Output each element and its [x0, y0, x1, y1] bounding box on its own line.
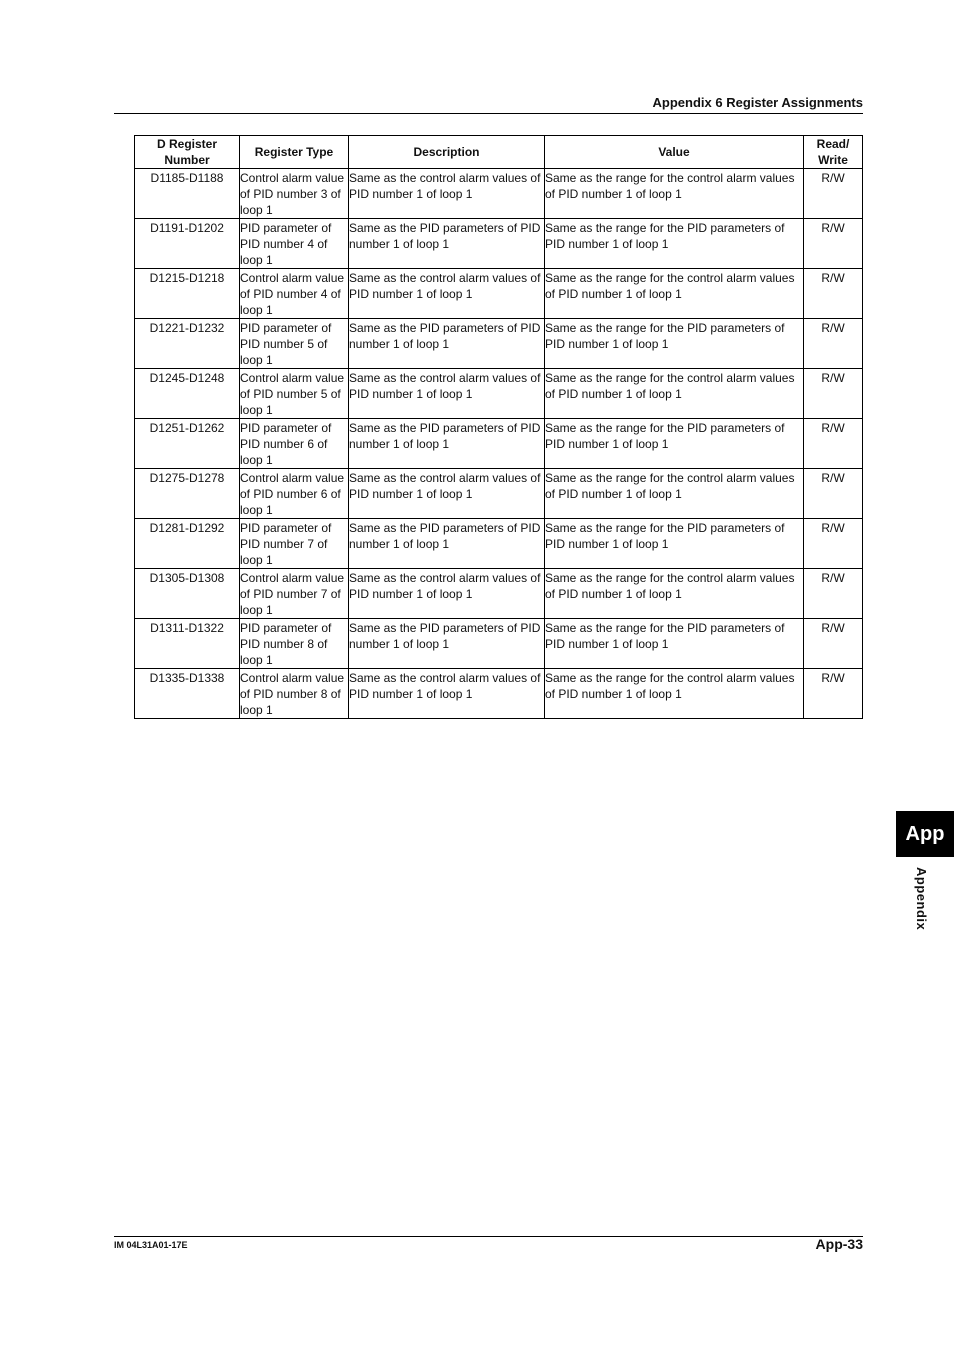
register-number-cell	[135, 469, 240, 519]
description-cell-text: Same as the PID parameters of PID number 1 of loop 1	[349, 321, 541, 351]
description-cell	[349, 469, 545, 519]
description-cell	[349, 219, 545, 269]
register-type-cell-text: Control alarm value of PID number 8 of loop 1	[240, 671, 345, 717]
register-type-cell	[240, 519, 349, 569]
register-type-cell	[240, 619, 349, 669]
description-cell-text: Same as the PID parameters of PID number 1 of loop 1	[349, 521, 541, 551]
header-description: Description	[349, 136, 545, 169]
read-write-cell	[804, 369, 863, 419]
read-write-cell	[804, 319, 863, 369]
register-type-cell	[240, 419, 349, 469]
header-divider	[114, 113, 863, 114]
read-write-cell-text: R/W	[821, 171, 845, 185]
value-cell	[545, 169, 804, 219]
description-cell	[349, 419, 545, 469]
value-cell-text: Same as the range for the PID parameters of PID number 1 of loop 1	[545, 621, 785, 651]
description-cell	[349, 519, 545, 569]
read-write-cell-text: R/W	[821, 421, 845, 435]
header-read-write-line2: Write	[818, 153, 848, 167]
description-cell	[349, 169, 545, 219]
description-cell	[349, 669, 545, 719]
register-number-cell	[135, 369, 240, 419]
register-number-cell	[135, 669, 240, 719]
table-header-row	[135, 136, 863, 169]
register-type-cell-text: Control alarm value of PID number 7 of loop 1	[240, 571, 345, 617]
register-type-cell-text: PID parameter of PID number 5 of loop 1	[240, 321, 332, 367]
description-cell-text: Same as the control alarm values of PID number 1 of loop 1	[349, 571, 541, 601]
register-number-cell	[135, 219, 240, 269]
table-row	[135, 369, 863, 419]
description-cell	[349, 569, 545, 619]
register-number-cell-text: D1185-D1188	[150, 171, 224, 185]
register-type-cell-text: PID parameter of PID number 7 of loop 1	[240, 521, 332, 567]
value-cell	[545, 669, 804, 719]
register-type-cell	[240, 219, 349, 269]
table-row	[135, 469, 863, 519]
read-write-cell-text: R/W	[821, 371, 845, 385]
register-table	[134, 135, 863, 719]
header-register-number	[135, 136, 240, 169]
read-write-cell	[804, 469, 863, 519]
table-row	[135, 169, 863, 219]
read-write-cell	[804, 419, 863, 469]
description-cell-text: Same as the control alarm values of PID number 1 of loop 1	[349, 271, 541, 301]
read-write-cell	[804, 619, 863, 669]
value-cell-text: Same as the range for the PID parameters of PID number 1 of loop 1	[545, 421, 785, 451]
read-write-cell	[804, 219, 863, 269]
register-type-cell	[240, 469, 349, 519]
description-cell-text: Same as the PID parameters of PID number 1 of loop 1	[349, 621, 541, 651]
read-write-cell-text: R/W	[821, 471, 845, 485]
value-cell-text: Same as the range for the PID parameters of PID number 1 of loop 1	[545, 321, 785, 351]
value-cell	[545, 519, 804, 569]
value-cell	[545, 319, 804, 369]
description-cell	[349, 319, 545, 369]
register-number-cell	[135, 169, 240, 219]
description-cell	[349, 619, 545, 669]
register-type-cell-text: Control alarm value of PID number 3 of loop 1	[240, 171, 345, 217]
read-write-cell-text: R/W	[821, 221, 845, 235]
table-row	[135, 419, 863, 469]
value-cell-text: Same as the range for the control alarm values of PID number 1 of loop 1	[545, 571, 795, 601]
register-number-cell	[135, 419, 240, 469]
footer-divider	[114, 1236, 863, 1237]
table-row	[135, 319, 863, 369]
register-type-cell-text: Control alarm value of PID number 6 of loop 1	[240, 471, 345, 517]
register-number-cell-text: D1245-D1248	[149, 371, 225, 385]
register-number-cell-text: D1305-D1308	[149, 571, 225, 585]
register-type-cell	[240, 369, 349, 419]
page-header-title: Appendix 6 Register Assignments	[652, 95, 863, 110]
table-row	[135, 519, 863, 569]
header-read-write	[804, 136, 863, 169]
footer-page-number: App-33	[815, 1236, 863, 1252]
register-type-cell	[240, 569, 349, 619]
register-type-cell	[240, 269, 349, 319]
description-cell	[349, 269, 545, 319]
description-cell-text: Same as the control alarm values of PID number 1 of loop 1	[349, 171, 541, 201]
header-register-type: Register Type	[240, 136, 349, 169]
description-cell-text: Same as the control alarm values of PID number 1 of loop 1	[349, 471, 541, 501]
register-number-cell	[135, 569, 240, 619]
appendix-side-tab: App	[896, 811, 954, 857]
read-write-cell	[804, 569, 863, 619]
register-number-cell	[135, 519, 240, 569]
table-row	[135, 669, 863, 719]
register-number-cell	[135, 619, 240, 669]
value-cell-text: Same as the range for the PID parameters of PID number 1 of loop 1	[545, 521, 785, 551]
table-body	[135, 169, 863, 719]
read-write-cell	[804, 669, 863, 719]
read-write-cell-text: R/W	[821, 321, 845, 335]
read-write-cell	[804, 169, 863, 219]
value-cell	[545, 419, 804, 469]
value-cell	[545, 269, 804, 319]
register-number-cell	[135, 269, 240, 319]
appendix-side-label: Appendix	[914, 867, 929, 931]
value-cell	[545, 619, 804, 669]
register-type-cell	[240, 319, 349, 369]
value-cell-text: Same as the range for the control alarm values of PID number 1 of loop 1	[545, 371, 795, 401]
read-write-cell	[804, 269, 863, 319]
table-row	[135, 219, 863, 269]
register-number-cell-text: D1275-D1278	[149, 471, 225, 485]
header-register-number-line2: Number	[164, 153, 210, 167]
register-type-cell-text: PID parameter of PID number 6 of loop 1	[240, 421, 332, 467]
value-cell-text: Same as the range for the control alarm values of PID number 1 of loop 1	[545, 171, 795, 201]
table-row	[135, 269, 863, 319]
value-cell-text: Same as the range for the PID parameters of PID number 1 of loop 1	[545, 221, 785, 251]
table-row	[135, 569, 863, 619]
value-cell	[545, 219, 804, 269]
register-number-cell	[135, 319, 240, 369]
footer-document-id: IM 04L31A01-17E	[114, 1240, 188, 1250]
register-number-cell-text: D1221-D1232	[149, 321, 225, 335]
register-number-cell-text: D1335-D1338	[149, 671, 225, 685]
register-type-cell-text: PID parameter of PID number 8 of loop 1	[240, 621, 332, 667]
value-cell-text: Same as the range for the control alarm values of PID number 1 of loop 1	[545, 471, 795, 501]
value-cell-text: Same as the range for the control alarm values of PID number 1 of loop 1	[545, 271, 795, 301]
register-type-cell	[240, 669, 349, 719]
read-write-cell	[804, 519, 863, 569]
description-cell-text: Same as the control alarm values of PID number 1 of loop 1	[349, 371, 541, 401]
read-write-cell-text: R/W	[821, 271, 845, 285]
register-number-cell-text: D1191-D1202	[150, 221, 224, 235]
register-type-cell-text: Control alarm value of PID number 5 of loop 1	[240, 371, 345, 417]
description-cell-text: Same as the control alarm values of PID number 1 of loop 1	[349, 671, 541, 701]
register-number-cell-text: D1311-D1322	[150, 621, 224, 635]
table-row	[135, 619, 863, 669]
read-write-cell-text: R/W	[821, 671, 845, 685]
value-cell	[545, 569, 804, 619]
register-number-cell-text: D1215-D1218	[149, 271, 225, 285]
register-type-cell-text: PID parameter of PID number 4 of loop 1	[240, 221, 332, 267]
read-write-cell-text: R/W	[821, 621, 845, 635]
description-cell-text: Same as the PID parameters of PID number 1 of loop 1	[349, 421, 541, 451]
register-type-cell	[240, 169, 349, 219]
value-cell-text: Same as the range for the control alarm values of PID number 1 of loop 1	[545, 671, 795, 701]
read-write-cell-text: R/W	[821, 571, 845, 585]
header-value: Value	[545, 136, 804, 169]
value-cell	[545, 369, 804, 419]
description-cell	[349, 369, 545, 419]
description-cell-text: Same as the PID parameters of PID number 1 of loop 1	[349, 221, 541, 251]
read-write-cell-text: R/W	[821, 521, 845, 535]
register-number-cell-text: D1251-D1262	[149, 421, 225, 435]
header-register-number-line1: D Register	[156, 137, 218, 151]
value-cell	[545, 469, 804, 519]
header-read-write-line1: Read/	[816, 137, 850, 151]
register-number-cell-text: D1281-D1292	[149, 521, 225, 535]
register-type-cell-text: Control alarm value of PID number 4 of loop 1	[240, 271, 345, 317]
